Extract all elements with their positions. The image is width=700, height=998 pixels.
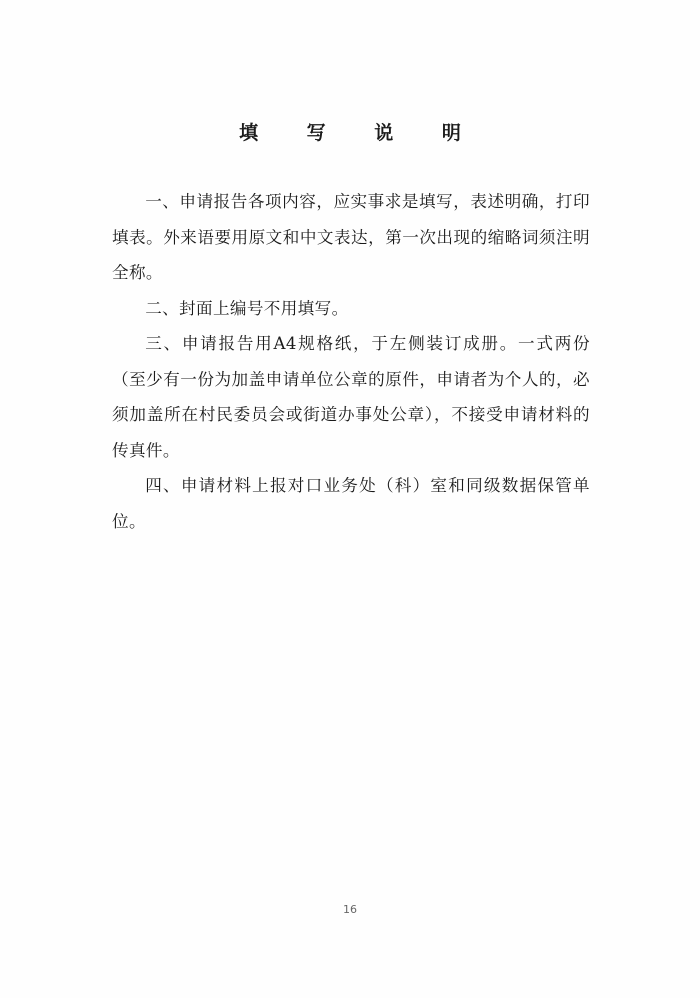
instruction-paragraph-1: 一、申请报告各项内容，应实事求是填写，表述明确，打印填表。外来语要用原文和中文表达，第一次出现的缩略词须注明全称。 <box>112 192 590 282</box>
instruction-paragraph-2: 二、封面上编号不用填写。 <box>145 298 349 318</box>
page-title: 填 写 说 明 <box>239 122 482 144</box>
instruction-paragraph-3: 三、申请报告用A4规格纸，于左侧装订成册。一式两份（至少有一份为加盖申请单位公章的原件，申请者为个人的，必须加盖所在村民委员会或街道办事处公章），不接受申请材料的传真件。 <box>112 334 590 460</box>
instructions-body <box>112 184 590 539</box>
instruction-paragraph-4: 四、申请材料上报对口业务处（科）室和同级数据保管单位。 <box>112 476 590 531</box>
page-number: 16 <box>343 903 357 916</box>
